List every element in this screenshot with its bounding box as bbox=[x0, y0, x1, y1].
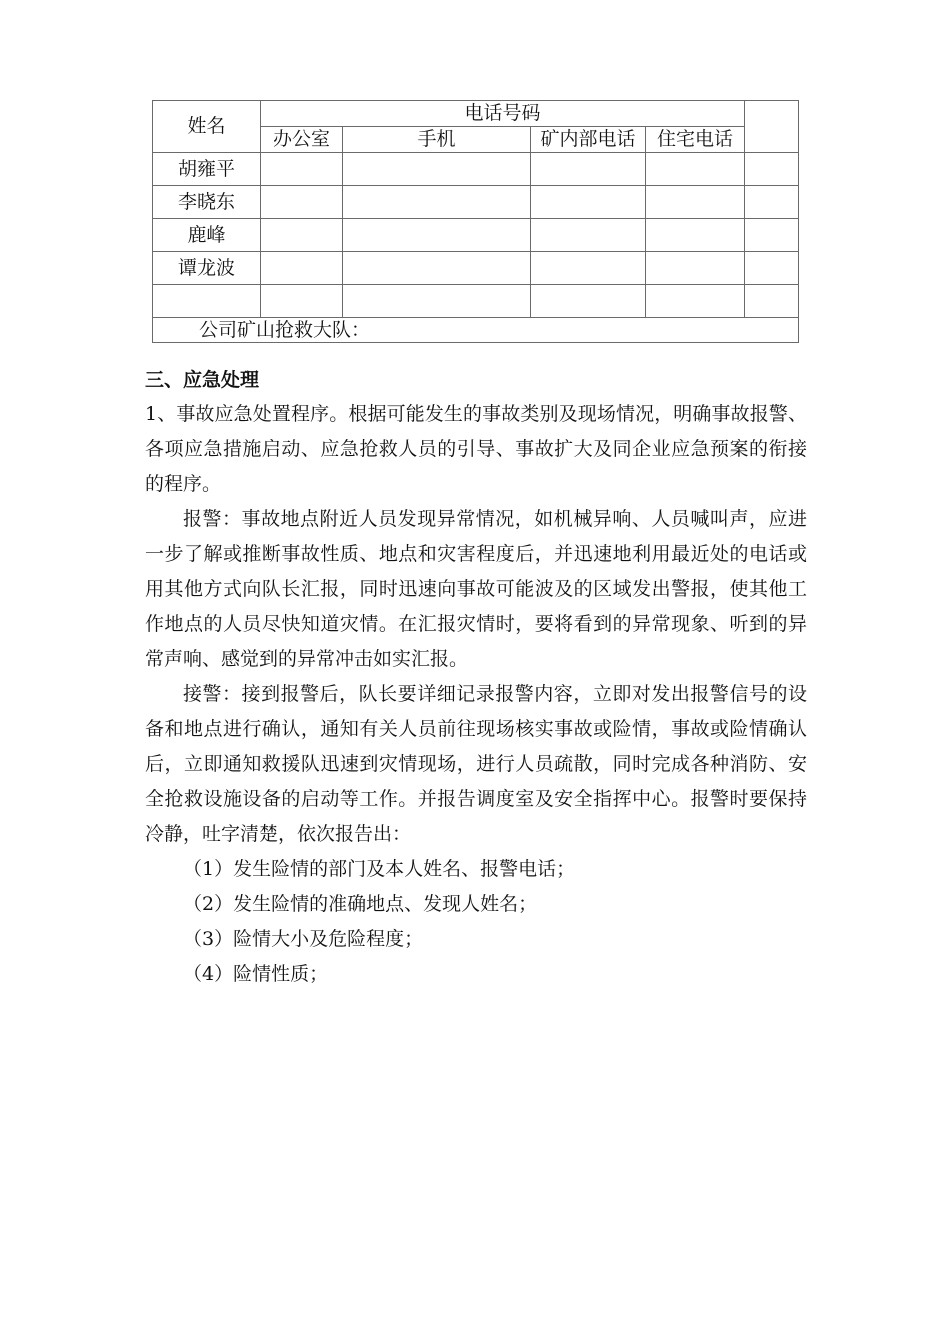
row-name bbox=[153, 285, 261, 318]
header-name: 姓名 bbox=[153, 101, 261, 153]
header-blank bbox=[745, 101, 799, 153]
table-row bbox=[153, 285, 799, 318]
header-mobile: 手机 bbox=[343, 127, 531, 153]
cell-office bbox=[261, 219, 343, 252]
cell-home bbox=[646, 153, 745, 186]
cell-internal bbox=[531, 153, 646, 186]
table-row bbox=[153, 153, 799, 186]
row-name: 胡雍平 bbox=[153, 153, 261, 186]
header-phone-group: 电话号码 bbox=[261, 101, 745, 127]
table-footer: 公司矿山抢救大队： bbox=[153, 318, 799, 343]
cell-extra bbox=[745, 153, 799, 186]
table-row bbox=[153, 219, 799, 252]
header-office: 办公室 bbox=[261, 127, 343, 153]
section-body bbox=[145, 397, 807, 992]
contact-table bbox=[152, 100, 799, 343]
cell-mobile bbox=[343, 153, 531, 186]
cell-home bbox=[646, 219, 745, 252]
cell-home bbox=[646, 285, 745, 318]
header-home: 住宅电话 bbox=[646, 127, 745, 153]
table-row bbox=[153, 186, 799, 219]
cell-home bbox=[646, 186, 745, 219]
cell-office bbox=[261, 285, 343, 318]
cell-mobile bbox=[343, 252, 531, 285]
cell-mobile bbox=[343, 285, 531, 318]
table-footer-row bbox=[153, 318, 799, 343]
cell-extra bbox=[745, 219, 799, 252]
cell-office bbox=[261, 186, 343, 219]
table-header-row bbox=[153, 101, 799, 127]
cell-office bbox=[261, 153, 343, 186]
cell-internal bbox=[531, 252, 646, 285]
cell-mobile bbox=[343, 186, 531, 219]
cell-extra bbox=[745, 186, 799, 219]
row-name: 李晓东 bbox=[153, 186, 261, 219]
cell-home bbox=[646, 252, 745, 285]
cell-mobile bbox=[343, 219, 531, 252]
cell-office bbox=[261, 252, 343, 285]
list-item: （1）发生险情的部门及本人姓名、报警电话； bbox=[183, 858, 576, 880]
cell-internal bbox=[531, 285, 646, 318]
paragraph-receive-alarm: 接警：接到报警后，队长要详细记录报警内容，立即对发出报警信号的设备和地点进行确认，通知有关人员前往现场核实事故或险情，事故或险情确认后，立即通知救援队迅速到灾情现场，进行人员疏散，同时完成各种消防、安全抢救设施设备的启动等工作。并报告调度室及安全指挥中心。报警时要保持冷静，吐字清楚，依次报告出： bbox=[145, 683, 807, 845]
header-internal: 矿内部电话 bbox=[531, 127, 646, 153]
list-item: （3）险情大小及危险程度； bbox=[183, 928, 424, 950]
cell-internal bbox=[531, 186, 646, 219]
cell-extra bbox=[745, 285, 799, 318]
row-name: 谭龙波 bbox=[153, 252, 261, 285]
cell-internal bbox=[531, 219, 646, 252]
list-item: （4）险情性质； bbox=[183, 963, 329, 985]
row-name: 鹿峰 bbox=[153, 219, 261, 252]
cell-extra bbox=[745, 252, 799, 285]
table-row bbox=[153, 252, 799, 285]
list-item: （2）发生险情的准确地点、发现人姓名； bbox=[183, 893, 538, 915]
section-heading: 三、应急处理 bbox=[145, 369, 260, 391]
paragraph-alarm: 报警：事故地点附近人员发现异常情况，如机械异响、人员喊叫声，应进一步了解或推断事故性质、地点和灾害程度后，并迅速地利用最近处的电话或用其他方式向队长汇报，同时迅速向事故可能波及的区域发出警报，使其他工作地点的人员尽快知道灾情。在汇报灾情时，要将看到的异常现象、听到的异常声响、感觉到的异常冲击如实汇报。 bbox=[145, 508, 807, 670]
paragraph-procedure: 1、事故应急处置程序。根据可能发生的事故类别及现场情况，明确事故报警、各项应急措施启动、应急抢救人员的引导、事故扩大及同企业应急预案的衔接的程序。 bbox=[145, 403, 807, 495]
